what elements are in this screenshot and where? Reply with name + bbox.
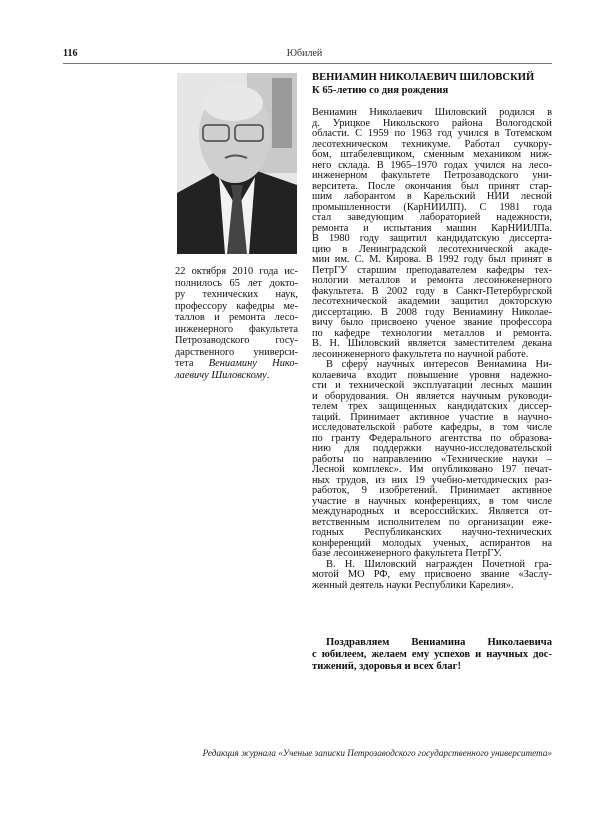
body-line: телем трех защищенных кандидатских диссер- bbox=[312, 401, 552, 412]
body-line: участие в научных конференциях, в том числе bbox=[312, 495, 552, 507]
caption-line bbox=[175, 358, 298, 370]
article-subtitle: К 65-летию со дня рождения bbox=[312, 85, 449, 96]
page-number: 116 bbox=[63, 48, 78, 59]
body-line: по гранту Федерального агентства по образова- bbox=[312, 432, 552, 444]
body-line: промышленности (КарНИИЛП). С 1981 года bbox=[312, 201, 552, 213]
body-line: Лесной комплекс». Им опубликовано 197 печат- bbox=[312, 464, 552, 475]
caption-honoree: лаевичу Шиловскому bbox=[175, 369, 267, 381]
body-line: конференций молодых ученых, аспирантов на bbox=[312, 537, 552, 549]
body-line: и оборудования. Он является научным руководи- bbox=[312, 390, 552, 402]
caption-line: инженерного факультета bbox=[175, 323, 298, 335]
body-line: диссертацию. В 2008 году Вениамину Николае- bbox=[312, 306, 552, 318]
body-line: ных трудов, из них 19 учебно-методических раз- bbox=[312, 474, 552, 486]
body-line: по кафедре технологии металлов и ремонта. bbox=[312, 327, 552, 339]
body-line: Вениамин Николаевич Шиловский родился в bbox=[312, 107, 552, 118]
article-heading bbox=[312, 71, 557, 97]
body-line: В сферу научных интересов Вениамина Ни- bbox=[326, 359, 552, 370]
body-line: ПетрГУ старшим преподавателем кафедры тех- bbox=[312, 264, 552, 276]
article-title: ВЕНИАМИН НИКОЛАЕВИЧ ШИЛОВСКИЙ bbox=[312, 72, 535, 83]
body-line: ремонта и испытания машин КарНИИЛПа. bbox=[312, 222, 552, 234]
body-line: него склада. В 1965–1970 годах учился на лесо- bbox=[312, 159, 552, 171]
body-line: области. С 1959 по 1963 год учился в Тотемском bbox=[312, 128, 552, 139]
body-line: стал заведующим лабораторией надежности, bbox=[312, 212, 552, 223]
photo-caption bbox=[175, 266, 298, 381]
body-line: международных и всероссийских. Является от- bbox=[312, 506, 552, 517]
body-line: лесоинженерного факультета по научной работе. bbox=[312, 348, 529, 360]
caption-text: тета bbox=[175, 358, 209, 369]
body-line: шим лаборантом в Карельский НИИ лесной bbox=[312, 191, 552, 202]
caption-line bbox=[175, 370, 298, 382]
body-line: лесотехническом техникуме. Работал сучкору- bbox=[312, 138, 552, 150]
body-line: факультета. В 2002 году в Санкт-Петербургской bbox=[312, 285, 552, 297]
body-line: В. Н. Шиловский является заместителем декана bbox=[312, 338, 552, 349]
caption-honoree: Вениамину Нико- bbox=[208, 358, 299, 369]
body-line: цию в Ленинградской лесотехнической акаде- bbox=[312, 243, 552, 255]
body-line: женный деятель науки Республики Карелия». bbox=[312, 579, 514, 591]
body-line: годных Республиканских научно-технических bbox=[312, 527, 552, 538]
body-line: таций. Принимает активное участие в научно- bbox=[312, 411, 552, 423]
caption-line: таллов и ремонта лесо- bbox=[175, 312, 298, 323]
body-line: верситета. После окончания был принят стар- bbox=[312, 180, 552, 192]
body-line: сти и технической эксплуатации лесных машин bbox=[312, 380, 552, 391]
body-line: лесотехнической академии защитил докторскую bbox=[312, 296, 552, 307]
body-line: д. Урицкое Никольского района Вологодской bbox=[312, 117, 552, 129]
caption-line: профессору кафедры ме- bbox=[175, 300, 298, 312]
body-line: нологии металлов и ремонта лесоинженерного bbox=[312, 275, 552, 286]
caption-line: Петрозаводского госу- bbox=[175, 335, 298, 346]
article-body bbox=[312, 108, 552, 591]
body-line: мии им. С. М. Кирова. В 1992 году был принят в bbox=[312, 254, 552, 265]
body-line: работок, 9 изобретений. Принимает активное bbox=[312, 485, 552, 496]
congrats-line: тижений, здоровья и всех благ! bbox=[312, 660, 461, 672]
caption-line: 22 октября 2010 года ис- bbox=[175, 266, 298, 277]
congrats-line: Поздравляем Вениамина Николаевича bbox=[326, 637, 552, 648]
portrait-photo bbox=[177, 73, 297, 254]
body-line: В 1980 году защитил кандидатскую диссерта- bbox=[312, 233, 552, 244]
body-line: мотой МО РФ, ему присвоено звание «Заслу- bbox=[312, 569, 552, 580]
body-line: В. Н. Шиловский награжден Почетной гра- bbox=[326, 558, 552, 570]
body-line: колаевича входит повышение уровня надежно- bbox=[312, 369, 552, 381]
caption-line: дарственного универси- bbox=[175, 346, 298, 358]
congrats-line: с юбилеем, желаем ему успехов и научных дос- bbox=[312, 648, 552, 660]
section-title: Юбилей bbox=[286, 48, 323, 59]
body-line: базе лесоинженерного факультета ПетрГУ. bbox=[312, 548, 502, 559]
body-line: инженерном факультете Петрозаводского уни- bbox=[312, 170, 552, 181]
body-line: нию для поддержки научно-исследовательской bbox=[312, 443, 552, 454]
header-divider bbox=[63, 63, 552, 64]
body-line: исследовательской работе кафедры, в том числе bbox=[312, 422, 552, 433]
body-line: работы по направлению «Технические науки – bbox=[312, 453, 552, 465]
caption-line: полнилось 65 лет докто- bbox=[175, 277, 298, 289]
congratulations bbox=[312, 637, 552, 672]
body-line: ветственным исполнителем по организации еже- bbox=[312, 516, 552, 528]
footer-signature: Редакция журнала «Ученые записки Петрозаводского государственного университета» bbox=[202, 748, 552, 758]
body-line: вичу было присвоено ученое звание профессора bbox=[312, 317, 552, 328]
caption-text: . bbox=[266, 369, 270, 381]
caption-line: ру технических наук, bbox=[175, 289, 298, 300]
body-line: бом, штабелевщиком, сменным механиком ниж- bbox=[312, 149, 552, 160]
